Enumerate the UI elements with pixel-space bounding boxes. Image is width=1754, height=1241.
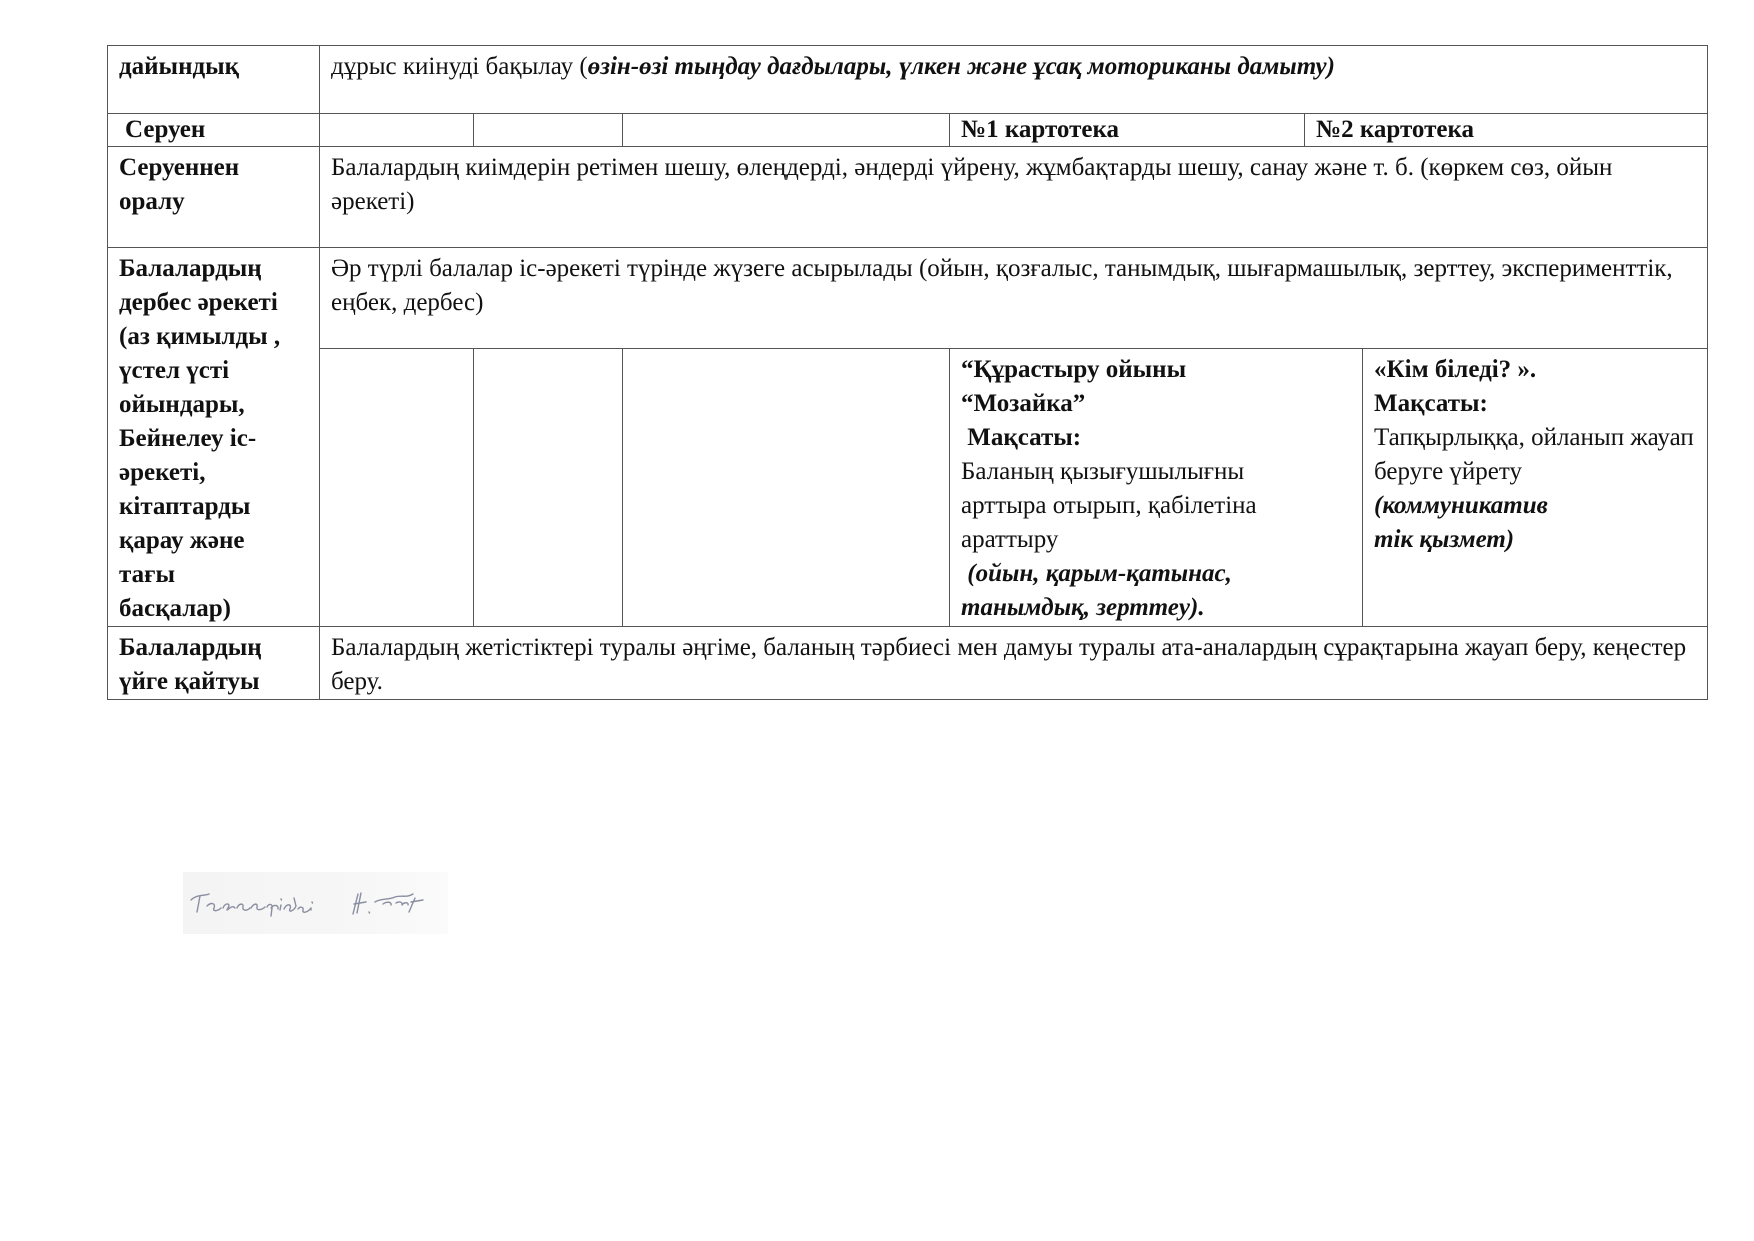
game-2-goal-label: Мақсаты: xyxy=(1374,390,1488,418)
walk-empty-cell-1 xyxy=(320,114,474,147)
card-1-heading: №1 картотека xyxy=(961,116,1119,143)
independent-label-line-2: дербес әрекеті xyxy=(119,289,278,316)
independent-label-line-1: Балалардың xyxy=(119,255,262,282)
return-label-line-2: оралу xyxy=(119,188,185,215)
independent-label-line-5: ойындары, xyxy=(119,391,245,418)
walk-label: Серуен xyxy=(125,116,206,143)
row-preparation xyxy=(108,46,1708,114)
row-return-from-walk xyxy=(108,147,1708,248)
games-empty-cell-1 xyxy=(320,349,474,627)
independent-content xyxy=(320,248,1708,349)
game-1-goal-text: Баланың қызығушылығны арттыра отырып, қабілетіна араттыру xyxy=(961,458,1257,554)
return-text: Балалардың киімдерін ретімен шешу, өлеңдерді, әндерді үйрену, жұмбақтарды шешу, санау және т. б. (көркем сөз, ойын әрекеті) xyxy=(331,154,1613,215)
independent-label-line-10: тағы xyxy=(119,561,175,588)
preparation-content xyxy=(320,46,1708,114)
row-going-home xyxy=(108,627,1708,700)
independent-label-line-4: үстел үсті xyxy=(119,357,230,384)
return-label-line-1: Серуеннен xyxy=(119,154,240,181)
game-2-tags-line-2: тік қызмет) xyxy=(1374,526,1515,554)
preparation-text: дұрыс киінуді бақылау ( xyxy=(331,53,588,80)
row-independent-activity xyxy=(108,248,1708,349)
row-label-going-home xyxy=(108,627,320,700)
row-card-games xyxy=(108,349,1708,627)
independent-text: Әр түрлі балалар іс-әрекеті түрінде жүзеге асырылады (ойын, қозғалыс, танымдық, шығармашылық, зерттеу, эксперименттік, еңбек, дербес) xyxy=(331,255,1673,316)
game-card-1 xyxy=(950,349,1363,627)
game-2-goal-text: Тапқырлыққа, ойланып жауап беруге үйрету xyxy=(1374,424,1694,486)
games-empty-cell-3 xyxy=(623,349,950,627)
independent-label-line-11: басқалар) xyxy=(119,595,231,622)
walk-card-2 xyxy=(1305,114,1708,147)
walk-empty-cell-3 xyxy=(623,114,950,147)
game-2-tags-line-1: (коммуникатив xyxy=(1374,492,1548,520)
signature-handwriting-icon xyxy=(183,872,448,934)
game-1-goal-label: Мақсаты: xyxy=(961,424,1082,452)
game-1-title-line-2: “Мозайка” xyxy=(961,390,1086,418)
preparation-skills: өзін-өзі тыңдау дағдылары, үлкен және ұсақ моториканы дамыту) xyxy=(587,53,1335,80)
row-label-return xyxy=(108,147,320,248)
walk-card-1 xyxy=(950,114,1305,147)
going-home-content xyxy=(320,627,1708,700)
signature-stamp xyxy=(183,872,448,934)
games-empty-cell-2 xyxy=(474,349,623,627)
walk-empty-cell-2 xyxy=(474,114,623,147)
independent-label-line-9: қарау және xyxy=(119,527,245,554)
home-label-line-1: Балалардың xyxy=(119,634,262,661)
plan-table xyxy=(107,45,1708,700)
home-label-line-2: үйге қайтуы xyxy=(119,668,260,695)
independent-label-line-8: кітаптарды xyxy=(119,493,251,520)
row-label-walk xyxy=(108,114,320,147)
going-home-text: Балалардың жетістіктері туралы әңгіме, баланың тәрбиесі мен дамуы туралы ата-аналардың сұрақтарына жауап беру, кеңестер беру. xyxy=(331,634,1687,695)
row-label-independent xyxy=(108,248,320,627)
independent-label-line-7: әрекеті, xyxy=(119,459,206,486)
row-label-preparation xyxy=(108,46,320,114)
row-walk xyxy=(108,114,1708,147)
return-content xyxy=(320,147,1708,248)
game-2-title: «Кім біледі? ». xyxy=(1374,356,1537,384)
independent-label-line-6: Бейнелеу іс- xyxy=(119,425,257,452)
game-1-tags: (ойын, қарым-қатынас, танымдық, зерттеу). xyxy=(961,560,1239,622)
game-card-2 xyxy=(1363,349,1708,627)
card-2-heading: №2 картотека xyxy=(1316,116,1474,143)
preparation-label: дайындық xyxy=(119,53,240,80)
independent-label-line-3: (аз қимылды , xyxy=(119,323,281,350)
game-1-title-line-1: “Құрастыру ойыны xyxy=(961,356,1187,384)
